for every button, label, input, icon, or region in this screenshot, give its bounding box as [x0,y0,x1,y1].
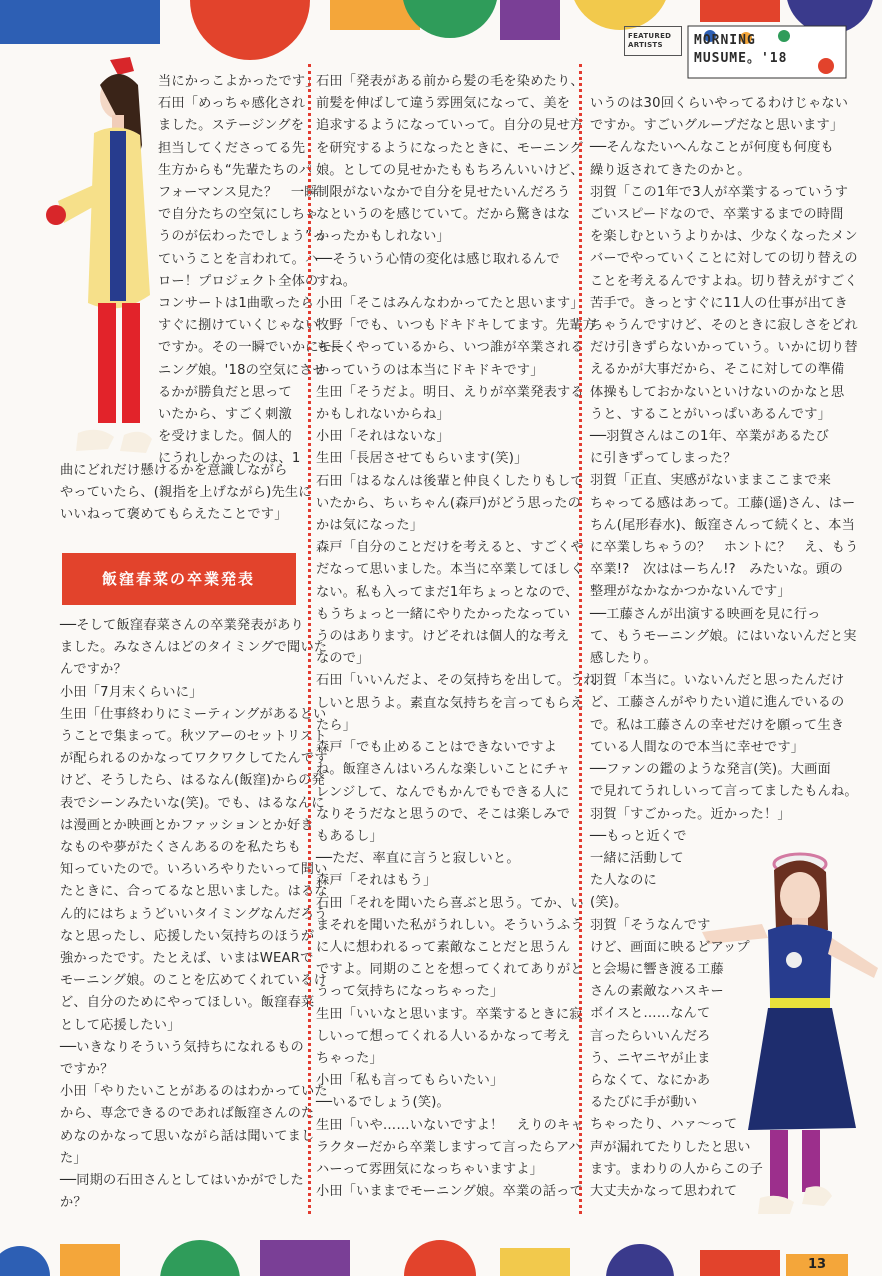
text-line: ですよ。同期のことを想ってくれてありがと [316,962,584,978]
text-line: ──羽賀さんはこの1年、卒業があるたび [590,429,830,445]
text-line: だけ引きずらないかっていう。いかに切り替 [590,340,858,356]
text-line: 石田「めっちゃ感化され [158,96,306,112]
text-line: たときに、合ってるなと思いました。はるな [60,884,328,900]
text-line: 小田「7月末くらいに」 [60,684,203,700]
member-photo-left [38,55,156,460]
featured-label-text: FEATURED ARTISTS [628,32,672,49]
text-line: た人なのに [590,873,657,889]
text-line: 小田「それはないな」 [316,429,450,445]
text-line: で自分たちの空気にしちゃ [158,207,319,223]
text-line: なりそうだなと思うので、そこは楽しみで [316,806,571,822]
text-line: で。私は工藤さんの幸せだけを願って生き [590,717,845,733]
text-column-1-middle [60,460,312,527]
text-line: 生田「そうだよ。明日、えりが卒業発表する [316,384,584,400]
text-line: ──いるでしょう(笑)。 [316,1095,450,1111]
text-line: 小田「そこはみんなわかってたと思います」 [316,296,584,312]
text-line: すぐに捌けていくじゃない [158,318,319,334]
text-line: 感したり。 [590,651,657,667]
text-line: まそれを聞いた私がうれしい。そういうふう [316,917,584,933]
text-line: なので」 [316,651,370,667]
text-line: えるかが大事だから、そこに対しての準備 [590,362,845,378]
text-line: に人に想われるって素敵なことだと思うん [316,939,571,955]
text-line: 繰り返されてきたのかと。 [590,162,751,178]
text-line: なものや夢がたくさんあるのを私たちも [60,840,301,856]
text-line: 小田「やりたいことがあるのはわかっていた [60,1084,328,1100]
text-line: から、専念できるのであれば飯窪さんのた [60,1106,315,1122]
text-line: ──そして飯窪春菜さんの卒業発表があり [60,618,304,633]
text-line: として応援したい」 [60,1017,181,1033]
text-line: ていうことを言われて。ハ [158,251,319,267]
text-line: にうれしかったのは、1 [158,451,301,467]
text-line: けど、画面に映るどアップ [590,939,750,955]
text-line: ない。私も入ってまだ1年ちょっとなので、 [316,584,579,600]
text-line: ど、自分のためにやってほしい。飯窪春菜 [60,995,315,1011]
text-line: ている人間なので本当に幸せです」 [590,739,805,755]
text-column-3 [590,93,859,1203]
text-line: 生田「いいなと思います。卒業するときに寂 [316,1006,583,1022]
text-line: と会場に響き渡る工藤 [590,961,724,977]
text-line: うのはあります。けどそれは個人的な考え [316,629,570,645]
text-line: けど、そうしたら、はるなん(飯窪)からの発 [60,773,326,789]
text-line: しいって想ってくれる人いるかなって考え [316,1028,571,1044]
text-line: 森戸「自分のことだけを考えると、すごくや [316,540,584,556]
text-line: ます。まわりの人からこの子 [590,1161,763,1177]
text-line: んですか？ [60,662,127,678]
text-line: るたびに手が動い [590,1095,698,1111]
text-line: を楽しむというよりかは、少なくなったメン [590,229,858,245]
text-line: て、もうモーニング娘。にはいないんだと実 [590,628,857,644]
logo-text: MORNING MUSUME。'18 [694,33,788,66]
text-line: 整理がなかなかつかないんです」 [590,584,791,600]
text-line: すね。 [316,273,357,289]
text-line: 追求するようになっていって。自分の見せ方 [316,118,584,134]
text-line: 羽賀「すごかった。近かった！」 [590,806,791,822]
text-line: を研究するようになったときに、モーニング [316,140,583,156]
text-line: レンジして、なんでもかんでもできる人に [316,784,570,800]
text-line: しいと思うよ。素直な気持ちを言ってもらえ [316,695,584,711]
text-line: 曲にどれだけ懸けるかを意識しながら [60,463,288,478]
text-line: いいねって褒めてもらえたことです」 [60,507,288,523]
text-line: るかが勝負だと思って [158,384,292,400]
text-line: 声が漏れてたりしたと思い [590,1139,751,1155]
text-line: たら」 [316,717,357,733]
text-line: うことで集まって。秋ツアーのセットリスト [60,729,327,745]
text-line: 一緒に活動して [590,850,684,866]
text-line: うのが伝わったでしょう”っ [158,229,326,245]
text-line: (笑)。 [590,895,628,911]
text-line: 制限がないなかで自分を見せたいんだろう [316,185,571,201]
text-line: ハーって雰囲気になっちゃいますよ」 [316,1161,544,1177]
text-line: ボイスと……なんて [590,1006,711,1022]
text-line: うって気持ちになっちゃった」 [316,984,504,1000]
text-line: 羽賀「この1年で3人が卒業するっていうす [590,184,849,200]
text-line: に引きずってしまった？ [590,451,737,467]
text-line: 羽賀「そうなんです [590,917,711,933]
text-column-2 [316,71,597,1203]
text-line: ──同期の石田さんとしてはいかがでした [60,1173,304,1189]
text-line: に卒業しちゃうの？ ホントに？ え、もう [590,540,859,556]
text-line: ──いきなりそういう気持ちになれるもの [60,1039,304,1055]
text-line: バーでやっていくことに対しての切り替えの [590,251,858,267]
text-line: かったかもしれない」 [316,229,450,245]
text-line: ですか。すごいグループだなと思います」 [590,118,844,134]
text-line: を受けました。個人的 [158,429,292,445]
text-line: 森戸「それはもう」 [316,873,437,889]
text-line: もうちょっと一緒にやりたかったなってい [316,606,571,622]
text-line: ごいスピードなので、卒業するまでの時間 [590,207,844,223]
text-line: かは気になった」 [316,518,424,534]
text-line: ん的にはちょうどいいタイミングなんだろう [60,906,328,922]
text-line: た」 [60,1150,87,1166]
text-line: ど、工藤さんがやりたい道に進んでいるの [590,695,845,711]
text-line: ですか？ [60,1062,114,1078]
bottom-decorative-band [0,1220,882,1276]
text-line: ──そんなたいへんなことが何度も何度も [590,140,834,156]
text-line: 当にかっこよかったです」 [158,74,319,89]
text-line: ちゃったり、ハァ〜って [590,1117,738,1133]
text-line: やっていたら、(親指を上げながら)先生に [60,485,312,501]
text-line: ──もっと近くで [590,828,687,844]
text-line: が配られるのかなってワクワクしてたんです [60,751,328,767]
text-line: 生方からも“先輩たちのパ [158,162,313,178]
text-line: ──ファンの鑑のような発言(笑)。大画面 [590,762,831,778]
text-line: もあるし」 [316,828,383,844]
text-line: 石田「はるなんは後輩と仲良くしたりもして [316,473,584,489]
text-line: 大丈夫かなって思われて [590,1183,738,1199]
text-line: 言ったらいいんだろ [590,1028,711,1044]
text-line: 石田「それを聞いたら喜ぶと思う。てか、い [316,895,584,911]
text-line: ました。みなさんはどのタイミングで聞いた [60,640,328,656]
text-line: だなって思いました。本当に卒業してほしく [316,562,584,578]
text-line: 石田「いいんだよ、その気持ちを出して。うれ [316,673,597,689]
text-line: 森戸「でも止めることはできないですよ [316,740,557,756]
text-line: 羽賀「本当に。いないんだと思ったんだけ [590,673,845,689]
text-line: も長くやっているから、いつ誰が卒業される [316,340,584,356]
text-line: は漫画とか映画とかファッションとか好き [60,817,314,833]
text-line: 小田「私も言ってもらいたい」 [316,1073,504,1089]
text-line: ──工藤さんが出演する映画を見に行っ [590,606,821,622]
text-line: か？ [60,1195,87,1211]
text-line: ラクターだから卒業しますって言ったらアハ [316,1139,582,1155]
text-line: 知っていたので。いろいろやりたいって聞い [60,862,328,878]
text-line: ──ただ、率直に言うと寂しいと。 [316,851,520,867]
text-line: う、ニヤニヤが止ま [590,1050,711,1066]
text-line: 羽賀「正直、実感がないままここまで来 [590,473,831,489]
text-line: ちん(尾形春水)、飯窪さんって続くと、本当 [590,517,856,533]
text-line: ──そういう心情の変化は感じ取れるんで [316,251,560,267]
text-line: 卒業!? 次ははーちん!? みたいな。頭の [590,562,843,578]
text-line: ちゃった」 [316,1050,383,1066]
text-line: で見れてうれしいって言ってましたもんね。 [590,784,858,800]
text-line: なというのを感じていて。だから驚きはな [316,207,571,223]
text-line: うと、することがいっぱいあるんです」 [590,406,831,422]
text-line: フォーマンス見た？ 一瞬 [158,185,318,201]
text-line: 強かったです。たとえば、いまはWEARで [60,951,314,967]
text-line: コンサートは1曲歌ったら [158,296,314,312]
text-line: 表でシーンみたいな(笑)。でも、はるなんに [60,795,325,811]
text-line: 苦手で。きっとすぐに11人の仕事が出てき [590,295,848,311]
text-line: 小田「いままでモーニング娘。卒業の話って [316,1184,583,1200]
text-line: らなくて、なにかあ [590,1072,711,1088]
text-line: かもしれないからね」 [316,407,450,423]
text-line: ことを考えるんですよね。切り替えがすごく [590,273,858,289]
text-column-1-lower [60,615,328,1214]
text-line: いたから、すごく刺激 [158,407,292,423]
text-line: ちゃってる感はあって。工藤(遥)さん、はー [590,495,856,511]
text-line: 生田「長居させてもらいます(笑)」 [316,451,528,467]
text-line: 牧野「でも、いつもドキドキしてます。先輩方 [316,318,597,334]
text-line: ました。ステージングを [158,118,305,134]
text-line: なと思ったし、応援したい気持ちのほうが [60,928,315,944]
text-line: ニング娘。'18の空気にさせ [158,362,327,378]
text-line: モーニング娘。のことを広めてくれているけ [60,973,327,989]
text-line: ロー！プロジェクト全体の [158,273,319,289]
section-banner [62,553,296,605]
text-line: ね。飯窪さんはいろんな楽しいことにチャ [316,762,570,778]
column-divider-2 [579,64,582,1214]
text-line: 生田「いや……いないですよ！ えりのキャ [316,1117,584,1133]
text-line: 娘。としての見せかたももちろんいいけど、 [316,162,584,178]
text-line: 担当してくださってる先 [158,140,306,156]
section-title: 飯窪春菜の卒業発表 [102,570,256,588]
text-line: めなのかなって思いながら話は聞いてまし [60,1128,315,1144]
text-line: かっていうのは本当にドキドキです」 [316,362,544,378]
featured-artists-label [624,26,682,56]
text-line: 体操もしておかないといけないのかなと思 [590,384,845,400]
page-number: 13 [786,1254,848,1276]
text-line: ちゃうんですけど、そのときに寂しさをどれ [590,318,858,334]
text-line: 石田「発表がある前から髪の毛を染めたり、 [316,74,584,89]
column-divider-1 [308,64,311,1214]
text-line: いうのは30回くらいやってるわけじゃない [590,96,849,111]
text-line: いたから、ちぃちゃん(森戸)がどう思ったの [316,495,582,511]
text-line: ですか。その一瞬でいかにモー [158,340,345,356]
morning-musume-logo [688,26,846,78]
text-line: 生田「仕事終わりにミーティングがあるとい [60,706,327,722]
text-line: さんの素敵なハスキー [590,984,724,1000]
text-line: 前髪を伸ばして違う雰囲気になって、美を [316,96,571,112]
